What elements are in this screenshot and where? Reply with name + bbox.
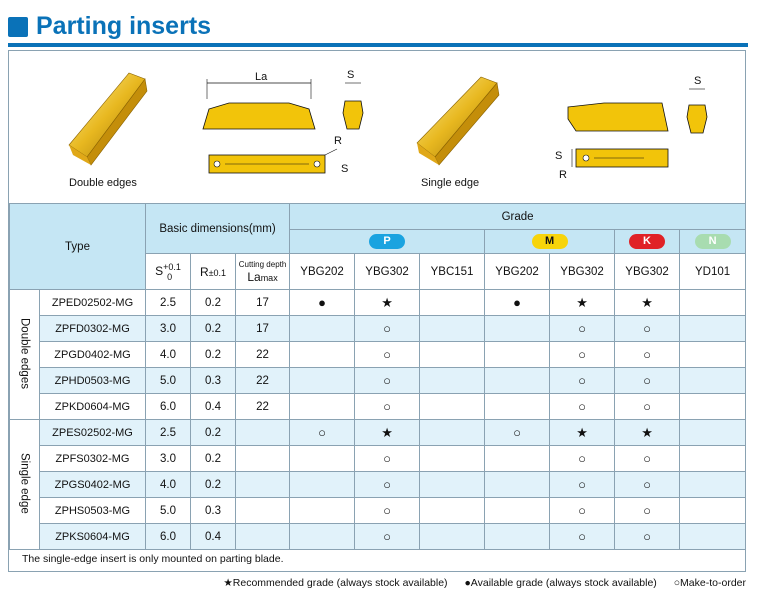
- grade-cell: [485, 472, 550, 498]
- s-tol-zero: 0: [167, 271, 173, 282]
- inserts-table: [9, 203, 746, 550]
- grade-cell: [290, 472, 355, 498]
- grade-cell: ○: [355, 498, 420, 524]
- grade-cell: [680, 290, 746, 316]
- dim-s2-label: S: [341, 163, 349, 175]
- cutting-depth-header: [236, 254, 290, 290]
- grade-cell: ○: [355, 524, 420, 550]
- grade-cell: [680, 472, 746, 498]
- grade-cell: ○: [550, 316, 615, 342]
- r-cell: 0.2: [191, 472, 236, 498]
- type-cell: ZPHD0503-MG: [40, 368, 146, 394]
- s-cell: 3.0: [146, 446, 191, 472]
- s-cell: 4.0: [146, 342, 191, 368]
- grade-cell: [485, 342, 550, 368]
- grade-cell: ○: [550, 368, 615, 394]
- la-cell: 17: [236, 316, 290, 342]
- grade-cell: [420, 524, 485, 550]
- grade-cell: ○: [355, 446, 420, 472]
- grade-cell: ○: [550, 394, 615, 420]
- grade-col-3: YBC151: [420, 254, 485, 290]
- grade-cell: ○: [550, 472, 615, 498]
- table-row: [10, 394, 746, 420]
- r-cell: 0.2: [191, 316, 236, 342]
- grade-cell: ★: [550, 420, 615, 446]
- double-edges-group-label: Double edges: [10, 290, 40, 420]
- s-cell: 4.0: [146, 472, 191, 498]
- grade-col-6: YBG302: [615, 254, 680, 290]
- table-row: [10, 472, 746, 498]
- grade-cell: ○: [550, 342, 615, 368]
- r-cell: 0.2: [191, 446, 236, 472]
- grade-cell: ○: [485, 420, 550, 446]
- grade-cell: [420, 420, 485, 446]
- la-cell: [236, 498, 290, 524]
- type-cell: ZPGD0402-MG: [40, 342, 146, 368]
- basic-dimensions-header: Basic dimensions(mm): [146, 204, 290, 254]
- la-cell: [236, 472, 290, 498]
- grade-cell: [420, 316, 485, 342]
- page-title: Parting inserts: [36, 12, 212, 40]
- grade-cell: [680, 446, 746, 472]
- s-cell: 6.0: [146, 524, 191, 550]
- single-edge-top-view: [564, 143, 674, 183]
- grade-header: Grade: [290, 204, 746, 230]
- grade-cell: [290, 316, 355, 342]
- la-cell: [236, 446, 290, 472]
- title-bar: [8, 8, 748, 48]
- grade-cell: ○: [615, 394, 680, 420]
- grade-cell: ○: [615, 524, 680, 550]
- group-n-badge: N: [695, 234, 731, 249]
- legend-recommended: ★Recommended grade (always stock available): [223, 577, 448, 589]
- legend: [209, 577, 746, 589]
- type-cell: ZPED02502-MG: [40, 290, 146, 316]
- table-row: [10, 368, 746, 394]
- legend-available: ●Available grade (always stock available): [464, 577, 657, 589]
- grade-cell: [420, 290, 485, 316]
- title-square-icon: [8, 17, 28, 37]
- table-body: [10, 290, 746, 550]
- legend-make-to-order: ○Make-to-order: [673, 577, 746, 589]
- la-max-label: Lamax: [247, 269, 278, 284]
- dim-s-label: S: [347, 69, 355, 81]
- r-dim-header: [191, 254, 236, 290]
- table-row: [10, 498, 746, 524]
- grade-cell: ●: [290, 290, 355, 316]
- footer-note: The single-edge insert is only mounted on parting blade.: [22, 553, 284, 565]
- grade-cell: ○: [615, 472, 680, 498]
- grade-cell: [420, 368, 485, 394]
- la-cell: 17: [236, 290, 290, 316]
- table-row: [10, 316, 746, 342]
- grade-cell: [680, 524, 746, 550]
- grade-cell: ○: [615, 368, 680, 394]
- r-cell: 0.2: [191, 290, 236, 316]
- table-row: [10, 290, 746, 316]
- dim-r2-label: R: [559, 169, 567, 181]
- grade-cell: [485, 368, 550, 394]
- single-edge-side-view: [564, 97, 674, 137]
- grade-cell: ○: [615, 316, 680, 342]
- table-row: [10, 524, 746, 550]
- grade-cell: [290, 368, 355, 394]
- type-cell: ZPFS0302-MG: [40, 446, 146, 472]
- group-k-header: [615, 230, 680, 254]
- group-m-badge: M: [532, 234, 568, 249]
- grade-cell: [420, 498, 485, 524]
- dim-s3-label: S: [694, 75, 702, 87]
- grade-cell: [420, 342, 485, 368]
- grade-cell: ★: [355, 420, 420, 446]
- type-cell: ZPGS0402-MG: [40, 472, 146, 498]
- grade-cell: [485, 316, 550, 342]
- s-tol-plus: +0.1: [163, 261, 181, 272]
- group-p-badge: P: [369, 234, 405, 249]
- grade-cell: [680, 368, 746, 394]
- r-cell: 0.4: [191, 524, 236, 550]
- grade-cell: [290, 342, 355, 368]
- single-edge-group-label: Single edge: [10, 420, 40, 550]
- grade-cell: ○: [355, 394, 420, 420]
- grade-cell: [680, 420, 746, 446]
- r-cell: 0.3: [191, 368, 236, 394]
- grade-cell: [680, 316, 746, 342]
- s-dim-header: [146, 254, 191, 290]
- type-cell: ZPES02502-MG: [40, 420, 146, 446]
- cutting-depth-label: Cutting depth: [238, 259, 287, 269]
- dim-la-label: La: [255, 71, 268, 83]
- grade-cell: ○: [615, 342, 680, 368]
- grade-cell: ★: [355, 290, 420, 316]
- la-cell: 22: [236, 368, 290, 394]
- grade-cell: ○: [615, 498, 680, 524]
- s-cell: 5.0: [146, 498, 191, 524]
- grade-cell: ●: [485, 290, 550, 316]
- grade-cell: ○: [355, 368, 420, 394]
- grade-cell: [290, 498, 355, 524]
- grade-col-1: YBG202: [290, 254, 355, 290]
- type-cell: ZPKD0604-MG: [40, 394, 146, 420]
- r-cell: 0.2: [191, 342, 236, 368]
- grade-cell: ★: [615, 420, 680, 446]
- r-cell: 0.3: [191, 498, 236, 524]
- grade-cell: ○: [615, 446, 680, 472]
- grade-cell: [290, 524, 355, 550]
- r-cell: 0.4: [191, 394, 236, 420]
- table-row: [10, 446, 746, 472]
- s-cell: 6.0: [146, 394, 191, 420]
- dim-r-label: R: [334, 135, 342, 147]
- la-cell: [236, 524, 290, 550]
- single-edge-insert-image: [407, 69, 507, 179]
- title-rule: [8, 43, 748, 47]
- grade-cell: [290, 446, 355, 472]
- type-cell: ZPFD0302-MG: [40, 316, 146, 342]
- group-p-header: [290, 230, 485, 254]
- grade-col-2: YBG302: [355, 254, 420, 290]
- la-cell: [236, 420, 290, 446]
- group-n-header: [680, 230, 746, 254]
- insert-images: [9, 51, 745, 203]
- grade-col-4: YBG202: [485, 254, 550, 290]
- grade-cell: ○: [550, 524, 615, 550]
- type-header: Type: [10, 204, 146, 290]
- grade-cell: [290, 394, 355, 420]
- grade-cell: [680, 342, 746, 368]
- la-cell: 22: [236, 342, 290, 368]
- grade-cell: ○: [355, 342, 420, 368]
- grade-cell: [680, 498, 746, 524]
- group-k-badge: K: [629, 234, 665, 249]
- grade-cell: [680, 394, 746, 420]
- grade-cell: ○: [550, 446, 615, 472]
- s-cell: 5.0: [146, 368, 191, 394]
- s-cell: 2.5: [146, 290, 191, 316]
- grade-cell: ○: [290, 420, 355, 446]
- table-row: [10, 420, 746, 446]
- grade-cell: [485, 394, 550, 420]
- grade-cell: [485, 498, 550, 524]
- grade-cell: ○: [355, 472, 420, 498]
- grade-col-7: YD101: [680, 254, 746, 290]
- dim-s4-label: S: [555, 150, 563, 162]
- grade-cell: [485, 446, 550, 472]
- grade-cell: [420, 394, 485, 420]
- double-edge-top-view: [205, 147, 345, 187]
- r-tol: ±0.1: [208, 267, 227, 278]
- grade-cell: ★: [615, 290, 680, 316]
- grade-cell: [420, 446, 485, 472]
- s-label: S: [155, 263, 164, 278]
- single-edge-caption: Single edge: [421, 177, 480, 189]
- grade-cell: ○: [550, 498, 615, 524]
- s-cell: 2.5: [146, 420, 191, 446]
- type-cell: ZPKS0604-MG: [40, 524, 146, 550]
- type-cell: ZPHS0503-MG: [40, 498, 146, 524]
- grade-cell: [420, 472, 485, 498]
- grade-cell: ○: [355, 316, 420, 342]
- la-cell: 22: [236, 394, 290, 420]
- group-m-header: [485, 230, 615, 254]
- double-edges-caption: Double edges: [69, 177, 137, 189]
- double-edge-insert-image: [59, 65, 159, 175]
- grade-cell: ★: [550, 290, 615, 316]
- r-cell: 0.2: [191, 420, 236, 446]
- grade-cell: [485, 524, 550, 550]
- r-label: R: [199, 264, 209, 279]
- grade-col-5: YBG302: [550, 254, 615, 290]
- s-cell: 3.0: [146, 316, 191, 342]
- table-row: [10, 342, 746, 368]
